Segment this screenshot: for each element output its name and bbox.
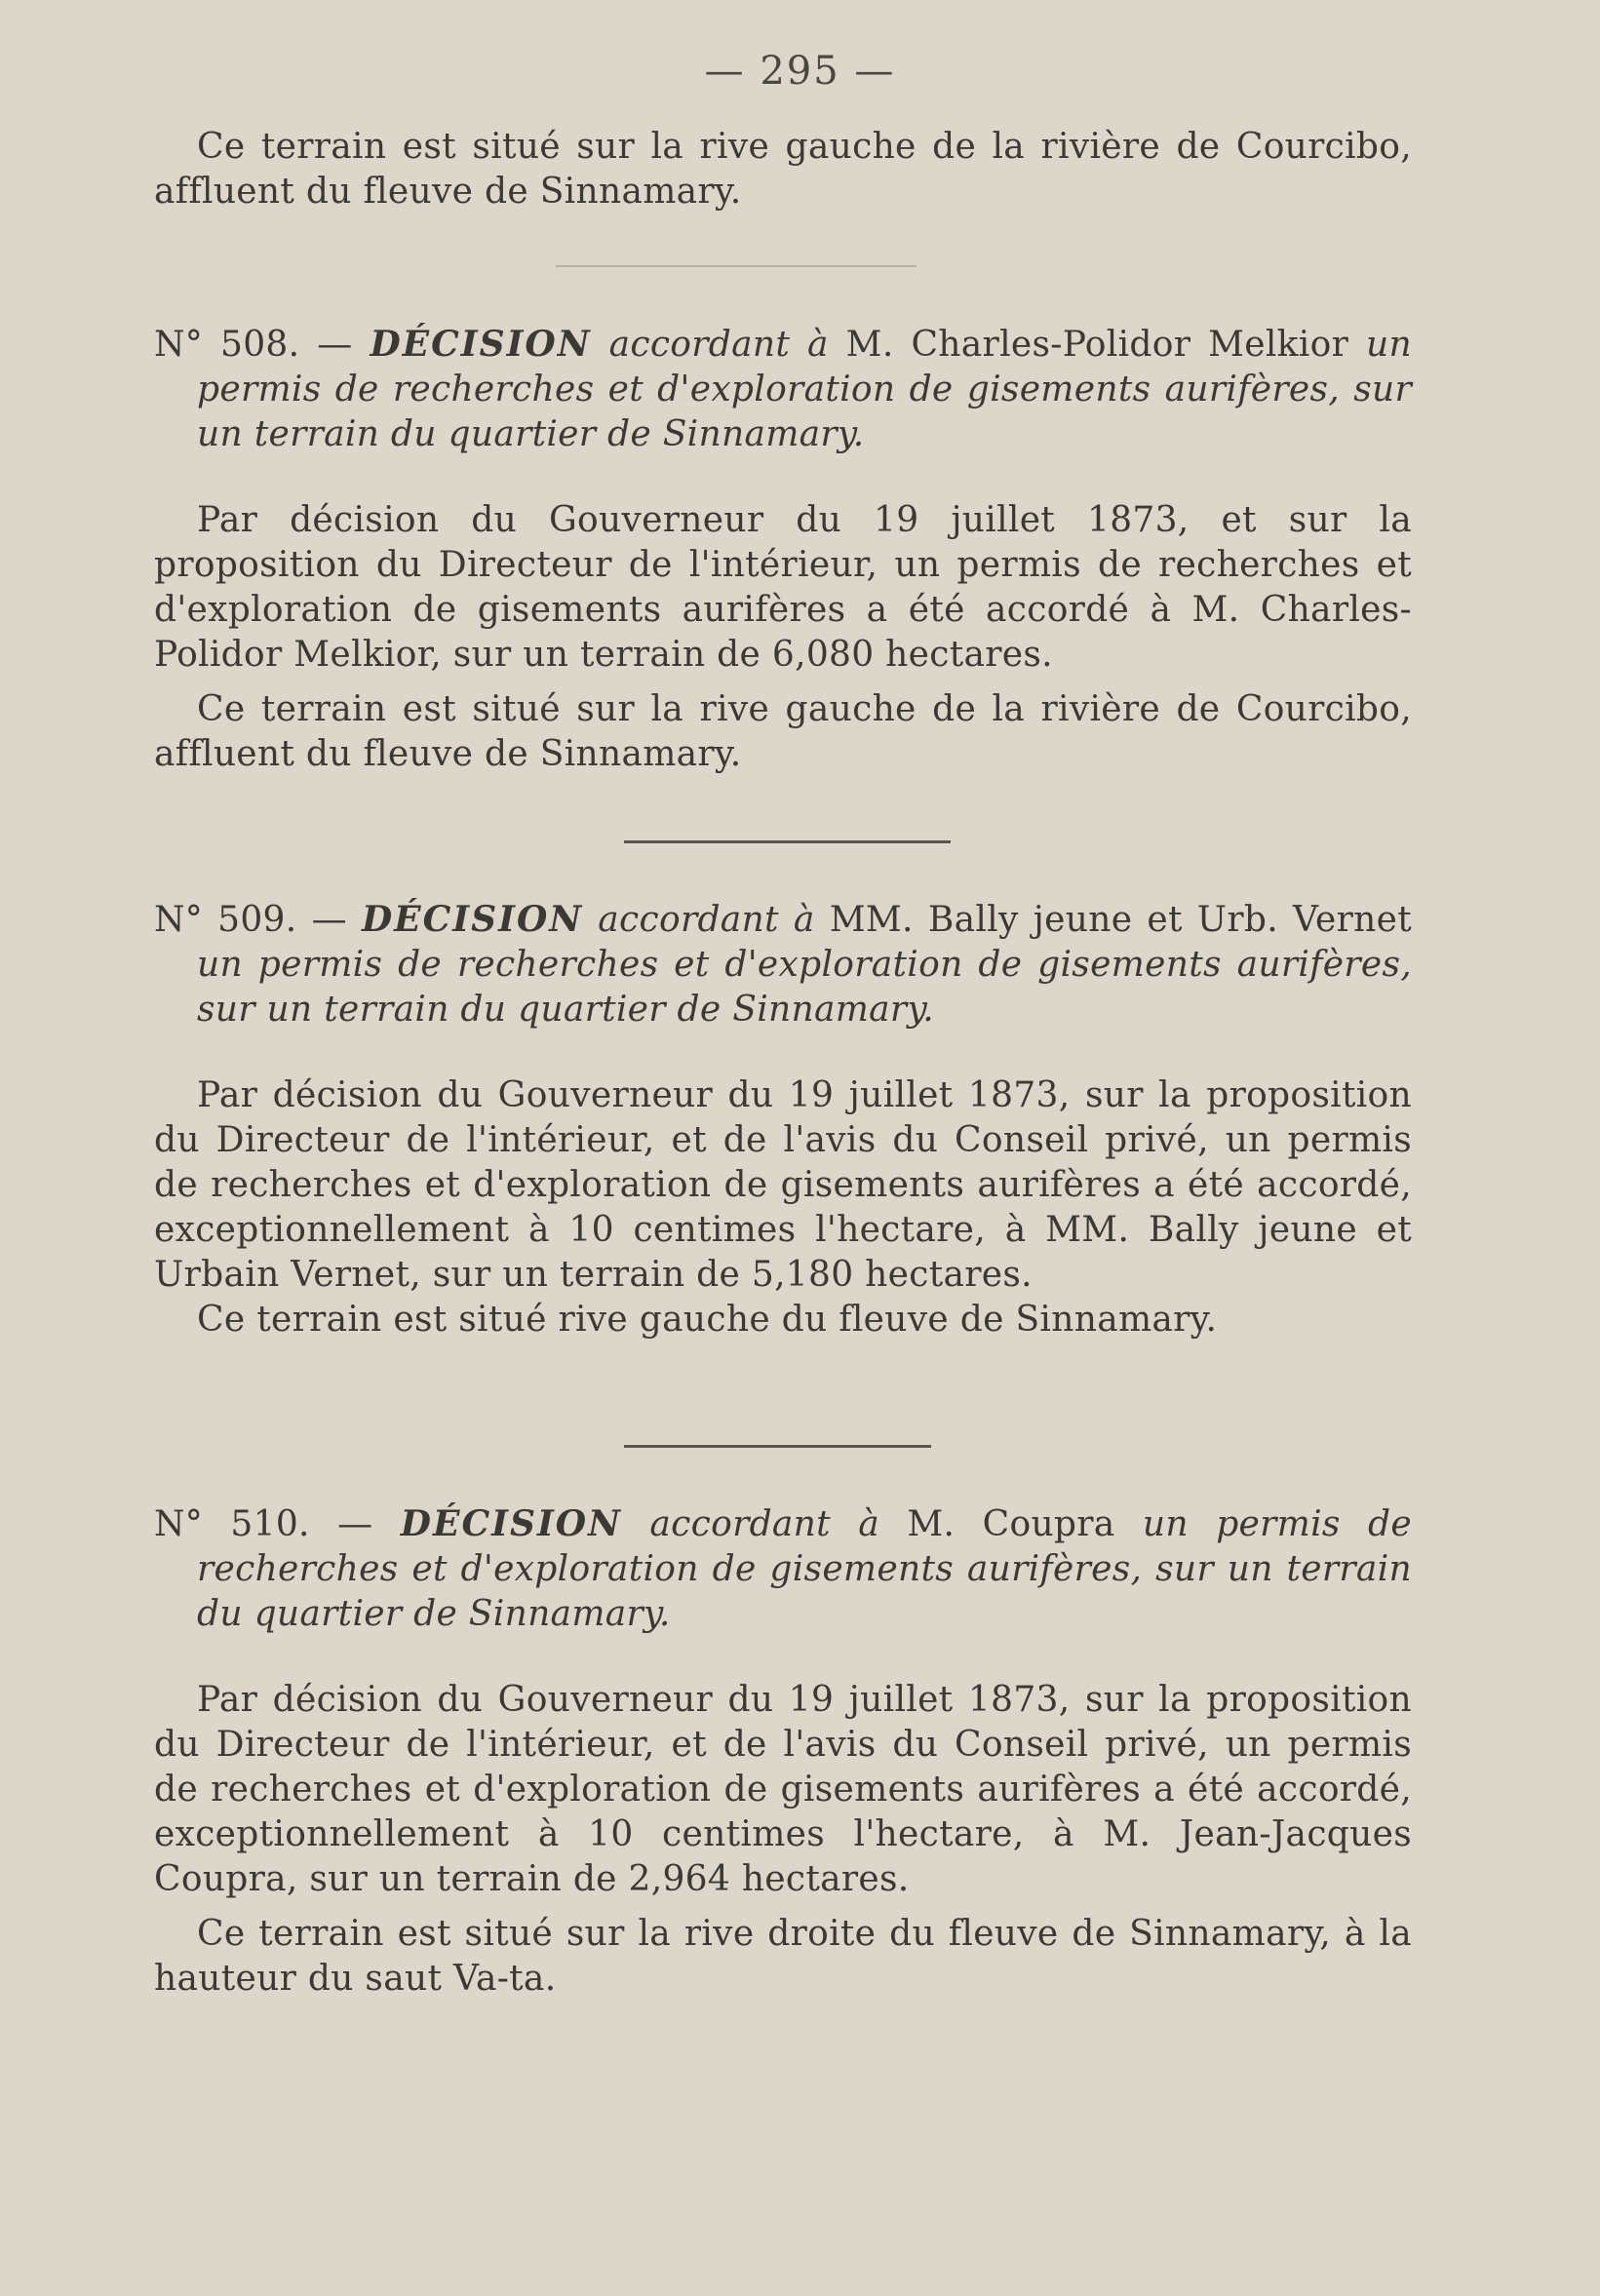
heading-recipient: M. Coupra — [907, 1504, 1115, 1544]
heading-recipient: MM. Bally jeune et Urb. Vernet — [829, 900, 1413, 940]
heading-connector: accordant à — [598, 900, 815, 940]
entry-number: N° 510. — [154, 1504, 310, 1544]
heading-recipient: M. Charles-Polidor Melkior — [845, 325, 1349, 365]
heading-connector: accordant à — [608, 325, 829, 365]
decision-label: DÉCISION — [370, 324, 592, 365]
entry-510 — [154, 1501, 1412, 2002]
section-divider — [624, 840, 951, 843]
entry-509-heading — [154, 897, 1412, 1032]
heading-subject: un permis de recherches et d'exploration de gisements aurifères, sur un terrain du quartier de Sinnamary. — [197, 1504, 1412, 1634]
entry-509 — [154, 897, 1412, 1343]
heading-connector: accordant à — [649, 1504, 880, 1544]
entry-number: N° 508. — [154, 325, 300, 365]
decision-label: DÉCISION — [400, 1503, 623, 1544]
entry-dash: — — [317, 325, 353, 365]
entry-508 — [154, 322, 1412, 777]
entry-510-heading — [154, 1501, 1412, 1637]
entry-510-body: Par décision du Gouverneur du 19 juillet 1873, sur la proposition du Directeur de l'intérieur, et de l'avis du Conseil privé, un permis de recherches et d'exploration de gisements aurifères a été accordé, exceptionnellement à 10 centimes l'hectare, à M. Jean-Jacques Coupra, sur un terrain de 2,964 hectares. — [154, 1680, 1412, 1899]
entry-510-location: Ce terrain est situé sur la rive droite du fleuve de Sinnamary, à la hauteur du saut Va-ta. — [154, 1914, 1412, 1999]
page-number: — 295 — — [704, 49, 896, 94]
intro-block — [154, 125, 1412, 214]
entry-dash: — — [311, 900, 347, 940]
entry-number: N° 509. — [154, 900, 297, 940]
entry-508-location: Ce terrain est situé sur la rive gauche de la rivière de Courcibo, affluent du fleuve de Sinnamary. — [154, 689, 1412, 774]
decision-label: DÉCISION — [361, 899, 584, 940]
heading-subject: un permis de recherches et d'exploration de gisements aurifères, sur un terrain du quartier de Sinnamary. — [197, 945, 1412, 1030]
heading-subject: un permis de recherches et d'exploration de gisements aurifères, sur un terrain du quartier de Sinnamary. — [197, 325, 1412, 454]
entry-dash: — — [337, 1504, 373, 1544]
entry-509-body: Par décision du Gouverneur du 19 juillet 1873, sur la proposition du Directeur de l'intérieur, et de l'avis du Conseil privé, un permis de recherches et d'exploration de gisements aurifères a été accordé, exceptionnellement à 10 centimes l'hectare, à MM. Bally jeune et Urbain Vernet, sur un terrain de 5,180 hectares. — [154, 1075, 1412, 1295]
section-divider — [556, 265, 917, 267]
entry-509-location: Ce terrain est situé rive gauche du fleuve de Sinnamary. — [197, 1300, 1218, 1340]
entry-508-body: Par décision du Gouverneur du 19 juillet 1873, et sur la proposition du Directeur de l'intérieur, un permis de recherches et d'exploration de gisements aurifères a été accordé à M. Charles-Polidor Melkior, sur un terrain de 6,080 hectares. — [154, 500, 1412, 675]
intro-location-paragraph: Ce terrain est situé sur la rive gauche de la rivière de Courcibo, affluent du fleuve de Sinnamary. — [154, 127, 1412, 212]
section-divider — [624, 1445, 931, 1448]
entry-508-heading — [154, 322, 1412, 457]
